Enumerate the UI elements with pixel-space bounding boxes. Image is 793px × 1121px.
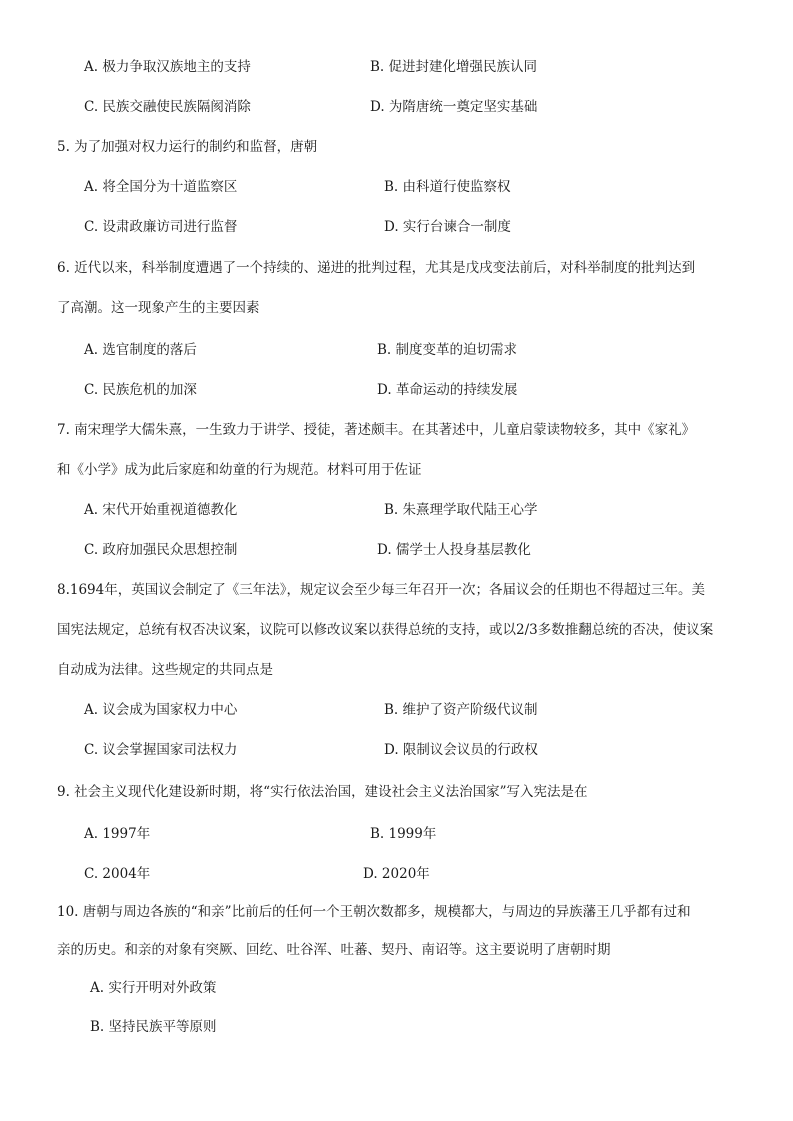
q8-stem-line-3: 自动成为法律。这些规定的共同点是	[57, 662, 273, 678]
q8-option-a: A. 议会成为国家权力中心	[84, 702, 238, 718]
q8-option-b: B. 维护了资产阶级代议制	[384, 702, 538, 718]
q6-stem-line-1: 6. 近代以来，科举制度遭遇了一个持续的、递进的批判过程，尤其是戊戌变法前后，对科举制度的批判达到	[57, 260, 696, 276]
q10-stem-line-2: 亲的历史。和亲的对象有突厥、回纥、吐谷浑、吐蕃、契丹、南诏等。这主要说明了唐朝时期	[57, 942, 611, 958]
q7-stem-line-2: 和《小学》成为此后家庭和幼童的行为规范。材料可用于佐证	[57, 462, 422, 478]
q7-option-d: D. 儒学士人投身基层教化	[377, 542, 531, 558]
q5-option-d: D. 实行台谏合一制度	[384, 219, 511, 235]
q7-option-b: B. 朱熹理学取代陆王心学	[384, 502, 538, 518]
q5-option-a: A. 将全国分为十道监察区	[84, 179, 238, 195]
q6-option-b: B. 制度变革的迫切需求	[377, 342, 518, 358]
q8-stem-line-2: 国宪法规定，总统有权否决议案，议院可以修改议案以获得总统的支持，或以2/3多数推翻总统的否决，使议案	[57, 622, 714, 638]
q8-stem-line-1: 8.1694年，英国议会制定了《三年法》，规定议会至少每三年召开一次；各届议会的任期也不得超过三年。美	[57, 582, 705, 598]
q6-stem-line-2: 了高潮。这一现象产生的主要因素	[57, 300, 260, 316]
q8-option-d: D. 限制议会议员的行政权	[384, 742, 538, 758]
q4-option-b: B. 促进封建化增强民族认同	[370, 59, 538, 75]
q7-option-a: A. 宋代开始重视道德教化	[84, 502, 238, 518]
q9-option-b: B. 1999年	[370, 826, 437, 842]
q10-option-a: A. 实行开明对外政策	[90, 980, 217, 996]
q6-option-c: C. 民族危机的加深	[84, 382, 197, 398]
q4-option-a: A. 极力争取汉族地主的支持	[84, 59, 251, 75]
q9-stem: 9. 社会主义现代化建设新时期，将“实行依法治国，建设社会主义法治国家”写入宪法是在	[57, 784, 588, 800]
q6-option-d: D. 革命运动的持续发展	[377, 382, 518, 398]
q4-option-d: D. 为隋唐统一奠定坚实基础	[370, 99, 538, 115]
q10-stem-line-1: 10. 唐朝与周边各族的“和亲”比前后的任何一个王朝次数都多，规模都大，与周边的异族藩王几乎都有过和	[57, 904, 691, 920]
q5-stem: 5. 为了加强对权力运行的制约和监督，唐朝	[57, 139, 318, 155]
q10-option-b: B. 坚持民族平等原则	[90, 1019, 217, 1035]
q9-option-d: D. 2020年	[363, 866, 430, 882]
q8-option-c: C. 议会掌握国家司法权力	[84, 742, 238, 758]
q7-option-c: C. 政府加强民众思想控制	[84, 542, 238, 558]
q4-option-c: C. 民族交融使民族隔阂消除	[84, 99, 251, 115]
q5-option-b: B. 由科道行使监察权	[384, 179, 511, 195]
q9-option-a: A. 1997年	[84, 826, 151, 842]
q5-option-c: C. 设肃政廉访司进行监督	[84, 219, 238, 235]
q7-stem-line-1: 7. 南宋理学大儒朱熹，一生致力于讲学、授徒，著述颇丰。在其著述中，儿童启蒙读物较多，其中《家礼》	[57, 422, 696, 438]
q6-option-a: A. 选官制度的落后	[84, 342, 197, 358]
q9-option-c: C. 2004年	[84, 866, 151, 882]
